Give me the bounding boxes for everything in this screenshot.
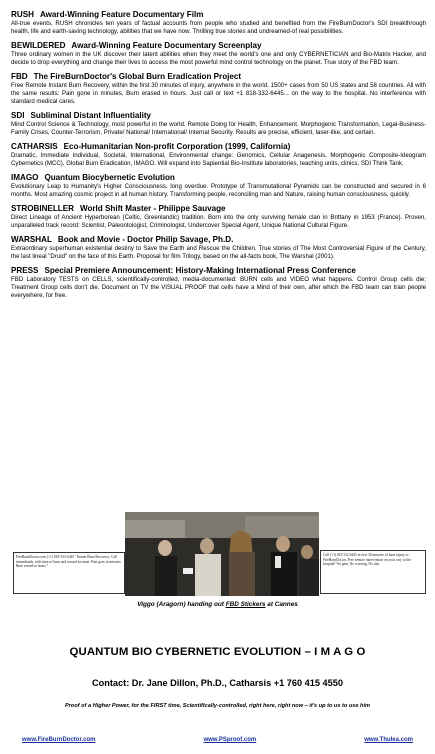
section-title: Eco-Humanitarian Non-profit Corporation (1999, California): [63, 142, 291, 151]
section-body: FBD Laboratory TESTS on CELLS, scientifically-controlled, media-documented: BURN cells and VIDEO what happens. Control Group cells die; Treatment Group cells don't die. Document on TV the VISUAL PROOF that cells have a Mind of their own, after which the FBD team can train people everywhere, for free.: [11, 276, 426, 299]
section-strobineller: [11, 204, 426, 230]
section-sdi: [11, 111, 426, 137]
fbd-sticker-right: Call (+1) 818 332 6445 in first 30 minutes of burn injury to FireBurnDoctor. Free remote intervention on your way to the hospital! No pain, No scarring, No risk.: [320, 550, 426, 594]
sections-list: [11, 10, 426, 305]
section-body: Extraordinary superhuman existential destiny to Save the Earth and Rescue the Children. True stories of The Most Controversial Figure of the Century, the last lineal "Druid" on the face of this Earth. Proposal for film Trilogy, based on the all-facts book, The Warshal (2001).: [11, 245, 426, 260]
section-key: SDI: [11, 111, 25, 120]
section-heading: [11, 173, 426, 183]
section-heading: [11, 111, 426, 121]
caption-link[interactable]: FBD Stickers: [225, 601, 266, 608]
link-thulea[interactable]: www.Thulea.com: [364, 737, 413, 743]
section-title: Subliminal Distant Influentiality: [30, 111, 152, 120]
photo-caption: [0, 601, 435, 608]
section-imago: [11, 173, 426, 199]
section-body: Mind Control Science & Technology, most powerful in the world. Remote Doing for Health, Enhancement. Morphogenic Transformation, Legal-Business-Family Crises, Counter-Terrorism, Private/ National/ International/ Internal Security. Results are precise, efficient, laser-like, and certain.: [11, 121, 426, 136]
link-psproof[interactable]: www.PSproof.com: [203, 737, 257, 743]
section-key: CATHARSIS: [11, 142, 58, 151]
section-rush: [11, 10, 426, 36]
section-title: Book and Movie - Doctor Philip Savage, Ph.D.: [57, 235, 234, 244]
photo-area: [13, 512, 423, 612]
section-title: Award-Winning Feature Documentary Film: [39, 10, 204, 19]
section-heading: [11, 72, 426, 82]
section-key: RUSH: [11, 10, 34, 19]
section-body: Three ordinary women in the UK discover their latent abilities when they meet the world's one and only CYBERNETICIAN and Bio-Matrix Hacker, and decide to drop everything and change their lives to access the most powerful mind control technology on the planet. True story of the FBD team.: [11, 51, 426, 66]
section-body: All-true events, RUSH chronicles ten years of factual accounts from people who studied and benefited from the FireBurnDoctor's SDI breakthrough health, life and earth-saving technology, abilities that we have now. Thrilling true stories and undreamed-of real possibilities.: [11, 20, 426, 35]
section-bewildered: [11, 41, 426, 67]
section-heading: [11, 204, 426, 214]
section-heading: [11, 10, 426, 20]
section-press: [11, 266, 426, 300]
section-heading: [11, 41, 426, 51]
section-catharsis: [11, 142, 426, 168]
section-key: PRESS: [11, 266, 39, 275]
section-heading: [11, 142, 426, 152]
section-key: IMAGO: [11, 173, 39, 182]
contact-line: Contact: Dr. Jane Dillon, Ph.D., Catharsis +1 760 415 4550: [92, 678, 343, 688]
section-body: Free Remote Instant Burn Recovery, within the first 30 minutes of injury, anywhere in the world. 1500+ cases from 50 US states and 58 countries. All with the same results: Pain gone in minutes, Burn erased in hours. Just call or text +1 818-332-6445... on the way to the hospital. No interference with standard medical cares.: [11, 82, 426, 105]
cannes-photo: [125, 512, 319, 596]
cannes-photo-illustration: [125, 512, 319, 596]
section-body: Evolutionary Leap to Humanity's Higher Consciousness, long overdue. Prototype of Transmutational Pyramids can be constructed and secured in 6 months. Most amazing cosmic project in all human history. Transforming people, reconciling man and Nature, raising human consciousness, quickly.: [11, 183, 426, 198]
section-warshal: [11, 235, 426, 261]
section-fbd: [11, 72, 426, 106]
main-title: QUANTUM BIO CYBERNETIC EVOLUTION – I M A G O: [69, 646, 366, 658]
footer-links: [22, 737, 413, 743]
section-key: WARSHAL: [11, 235, 52, 244]
caption-prefix: Viggo (Aragorn) handing out: [137, 601, 226, 608]
section-title: Special Premiere Announcement: History-Making International Press Conference: [44, 266, 356, 275]
section-key: FBD: [11, 72, 28, 81]
caption-suffix: at Cannes: [265, 601, 298, 608]
proof-line: Proof of a Higher Power, for the FIRST time, Scientifically-controlled, right here, right now – it's up to us to use him: [65, 703, 370, 709]
section-title: Award-Winning Feature Documentary Screenplay: [71, 41, 262, 50]
section-key: STROBINELLER: [11, 204, 74, 213]
section-title: World Shift Master - Philippe Sauvage: [79, 204, 226, 213]
section-key: BEWILDERED: [11, 41, 66, 50]
fbd-sticker-left: FireBurnDoctor.com (+1) 818-332-6445 "Instant Burn Recovery: Call immediately with time of burn and wound location. Pain goes in minutes. Burn erased in hours.": [13, 552, 125, 594]
link-fireburndoctor[interactable]: www.FireBurnDoctor.com: [22, 737, 96, 743]
section-heading: [11, 235, 426, 245]
section-body: Dramatic, Immediate Individual, Societal, International, Environmental change: Genomics, Cellular Anagenesis, Morphogenic Composite-Ideogram Cybernetics (MCC), Global Burn Eradication, IMAGO. Will expand into Sapiential Bio-Institute laboratories, teaching units, clinics, SDI Think Tank.: [11, 152, 426, 167]
section-heading: [11, 266, 426, 276]
section-title: Quantum Biocybernetic Evolution: [44, 173, 175, 182]
section-title: The FireBurnDoctor's Global Burn Eradication Project: [33, 72, 242, 81]
section-body: Direct Lineage of Ancient Hyperborean (Celtic, Greenlandic) tradition. Born into the only surviving female clan in Brittany in 1953 (France). Proven, unparalleled track record: Scientist, Paleontologist, Criminologist, Undercover Special Agent, Unique National Cultural Figure.: [11, 214, 426, 229]
